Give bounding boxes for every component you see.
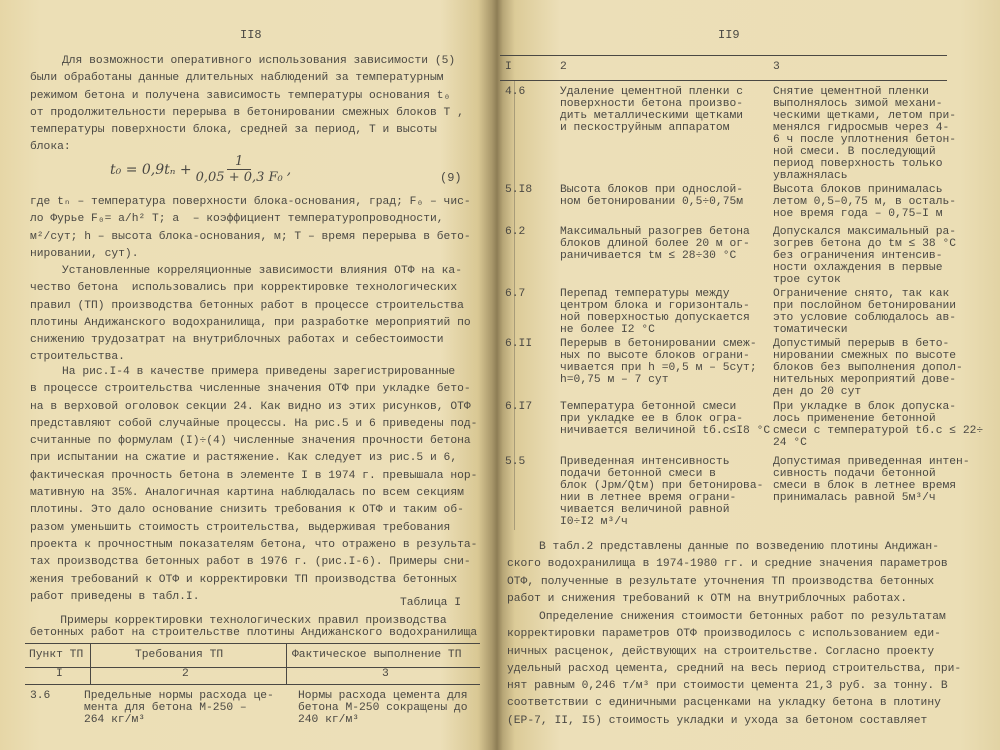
text-line: центром блока и горизонталь- — [560, 300, 750, 312]
row-requirement — [84, 690, 274, 726]
text-line: томатически — [773, 324, 848, 336]
equation-number: (9) — [440, 171, 462, 185]
paragraph — [30, 364, 477, 606]
text-line: где tₙ – температура поверхности блока-основания, град; F₀ – чис- — [30, 196, 471, 208]
text-line: нировании смежных по высоте — [773, 350, 957, 362]
text-line: Удаление цементной пленки с — [560, 86, 744, 98]
text-line: Допустимая приведенная интен- — [773, 456, 970, 468]
text-line: строительства. — [30, 351, 125, 364]
text-line: на в верховой оголовок секции 24. Как видно из этих рисунков, ОТФ — [30, 400, 471, 413]
text-line: подачи бетонной смеси в — [560, 468, 716, 480]
text-line: и пескоструйным аппаратом — [560, 122, 730, 134]
column-number: I — [56, 668, 63, 680]
column-number: 2 — [182, 668, 189, 680]
text-line: мативную на 35%. Аналогичная картина наблюдалась по всем секциям — [30, 487, 464, 500]
row-actual — [298, 690, 467, 726]
row-id: 6.II — [505, 338, 533, 350]
text-line: бетонных работ на строительстве плотины Андижанского водохранилища — [29, 627, 478, 639]
text-line: Допускался максимальный ра- — [773, 226, 957, 238]
table-divider — [90, 643, 91, 684]
text-line: Перепад температуры между — [560, 288, 730, 300]
text-line: нии в летнее время ограни- — [560, 492, 737, 504]
text-line: при укладке ее в блок огра- — [560, 413, 744, 425]
text-line: Допустимый перерыв в бето- — [773, 338, 950, 350]
table-rule — [25, 667, 480, 668]
row-id: 5.I8 — [505, 184, 533, 196]
text-line: Высота блоков при однослой- — [560, 184, 744, 196]
row-id: 3.6 — [30, 690, 51, 702]
row-actual — [773, 456, 970, 504]
text-line: режимом бетона и получена зависимость температуры основания t₀ — [30, 89, 451, 102]
row-requirement — [560, 86, 743, 134]
text-line: блок (Jрм/Qtм) при бетонирова- — [560, 480, 764, 492]
text-line: трое суток — [773, 274, 841, 286]
table-rule — [500, 55, 947, 56]
formula-legend — [30, 194, 471, 263]
text-line: блока: — [30, 141, 71, 154]
row-actual — [773, 401, 983, 449]
row-id: 4.6 — [505, 86, 526, 98]
text-line: жения требований к ОТФ и корректировки ТП производства бетонных — [30, 573, 458, 586]
text-line: ского водохранилища в 1974-1980 гг. и средние значения параметров — [507, 558, 948, 571]
text-line: были обработаны данные длительных наблюдений за температурным — [30, 72, 444, 85]
text-line: 24 °С — [773, 437, 807, 449]
column-number: 3 — [773, 61, 780, 73]
text-line: блоков без выполнения допол- — [773, 362, 963, 374]
row-id: 6.I7 — [505, 401, 533, 413]
row-actual — [773, 86, 956, 182]
text-line: чивается величиной равной — [560, 504, 730, 516]
text-line: представляют собой случайные процессы. На рис.5 и 6 приведены под- — [30, 417, 478, 430]
row-requirement — [560, 338, 757, 386]
text-line: при испытании на сжатие и растяжение. Как следует из рис.5 и 6, — [30, 452, 458, 465]
row-actual — [773, 184, 956, 220]
text-line: лось применение бетонной — [773, 413, 936, 425]
text-line: смеси в блок в летнее время — [773, 480, 957, 492]
text-line: 264 кг/м³ — [84, 714, 146, 726]
text-line: проекта к прочностным показателям бетона, что отражено в результа- — [30, 538, 478, 551]
table-header: Требования ТП — [135, 649, 224, 661]
formula-tail: , — [286, 162, 292, 178]
text-line: Снятие цементной пленки — [773, 86, 929, 98]
text-line: период поверхность только — [773, 158, 943, 170]
text-line: h=0,75 м – 7 сут — [560, 374, 669, 386]
text-line: считанные по формулам (I)÷(4) численные значения прочности бетона — [30, 435, 471, 448]
text-line: от продолжительности перерыва в бетонировании смежных блоков T , — [30, 106, 464, 119]
text-line: это условие соблюдалось ав- — [773, 312, 957, 324]
text-line: без ограничения интенсив- — [773, 250, 943, 262]
text-line: ческими щетками, летом при- — [773, 110, 957, 122]
text-line: бетона М-250 сокращены до — [298, 702, 468, 714]
text-line: I0÷I2 м³/ч — [560, 516, 628, 528]
text-line: 240 кг/м³ — [298, 714, 360, 726]
text-line: плотины Андижанского водохранилища, при разработке мероприятий по — [30, 316, 471, 329]
text-line: в процессе строительства численные значения ОТФ при укладке бето- — [30, 383, 471, 396]
text-line: смеси с температурой tб.с ≤ 22÷ — [773, 425, 984, 437]
text-line: летом 0,5–0,75 м, в осталь- — [773, 196, 957, 208]
row-requirement — [560, 401, 770, 437]
paragraph — [30, 53, 464, 157]
text-line: 6 ч после уплотнения бетон- — [773, 134, 957, 146]
text-line: работ и снижения требований к ОТМ на внутриблочных работах. — [507, 592, 907, 605]
formula-lhs: t₀ = 0,9tₙ + — [110, 162, 192, 178]
text-line: На рис.I-4 в качестве примера приведены зарегистрированные — [62, 366, 456, 378]
text-line: сивность подачи бетонной — [773, 468, 936, 480]
text-line: плотины. Это дало основание снизить требования к ОТФ и таким об- — [30, 504, 464, 517]
text-line: разом уменьшить стоимость строительства, выдерживая требования — [30, 521, 451, 534]
text-line: Приведенная интенсивность — [560, 456, 730, 468]
table-rule — [25, 684, 480, 685]
row-requirement — [560, 184, 743, 208]
page-number: II8 — [240, 28, 262, 42]
text-line: чество бетона использовались при корректировке технологических — [30, 282, 458, 295]
paragraph — [30, 263, 471, 367]
formula-numerator: 1 — [227, 154, 251, 170]
text-line: снижению трудозатрат на внутриблочных работах и себестоимости — [30, 334, 444, 347]
text-line: Максимальный разогрев бетона — [560, 226, 750, 238]
formula-denominator: 0,05 + 0,3 F₀ — [195, 170, 283, 185]
row-requirement — [560, 226, 750, 262]
text-line: ничных расценок, действующих на строительстве. Согласно проекту — [507, 645, 935, 658]
formula — [110, 154, 291, 186]
text-line: менялся гидросмыв через 4- — [773, 122, 950, 134]
text-line: мента для бетона М-250 – — [84, 702, 247, 714]
text-line: При укладке в блок допуска- — [773, 401, 957, 413]
text-line: раничивается tм ≤ 28÷30 °С — [560, 250, 737, 262]
row-actual — [773, 338, 963, 398]
formula-fraction — [196, 154, 283, 186]
text-line: Для возможности оперативного использования зависимости (5) — [62, 55, 456, 67]
text-line: температуры поверхности блока, средней за период, T и высоты — [30, 124, 437, 137]
text-line: Температура бетонной смеси — [560, 401, 737, 413]
text-line: (ЕР-7, II, I5) стоимость укладки и ухода за бетоном составляет — [507, 714, 928, 727]
text-line: правил (ТП) производства бетонных работ в процессе строительства — [30, 299, 464, 312]
paragraph — [507, 539, 948, 608]
text-line: нят равным 0,246 т/м³ при стоимости цемента 21,3 руб. за тонну. В — [507, 680, 948, 693]
paragraph — [507, 609, 961, 730]
text-line: ности охлаждения в первые — [773, 262, 943, 274]
text-line: Установленные корреляционные зависимости влияния ОТФ на ка- — [62, 265, 462, 277]
text-line: ное время года – 0,75–I м — [773, 208, 943, 220]
text-line: Примеры корректировки технологических правил производства — [60, 615, 447, 627]
text-line: дить металлическими щетками — [560, 110, 744, 122]
text-line: принималась равной 5м³/ч — [773, 492, 936, 504]
text-line: ной смеси. В последующий — [773, 146, 936, 158]
text-line: тах производства бетонных работ в 1976 г. (рис.I-6). Примеры сни- — [30, 556, 471, 569]
text-line: чивается при h =0,5 м – 5сут; — [560, 362, 757, 374]
page-number: II9 — [718, 28, 740, 42]
text-line: Высота блоков принималась — [773, 184, 943, 196]
text-line: Перерыв в бетонировании смеж- — [560, 338, 757, 350]
column-number: 2 — [560, 61, 567, 73]
column-number: 3 — [382, 668, 389, 680]
text-line: Предельные нормы расхода це- — [84, 690, 274, 702]
text-line: поверхности бетона произво- — [560, 98, 744, 110]
row-id: 6.2 — [505, 226, 526, 238]
row-requirement — [560, 456, 763, 528]
text-line: ден до 20 сут — [773, 386, 862, 398]
text-line: Ограничение снято, так как — [773, 288, 950, 300]
text-line: ОТФ, полученные в результате уточнения ТП производства бетонных — [507, 575, 935, 588]
text-line: при послойном бетонировании — [773, 300, 957, 312]
text-line: не более I2 °С — [560, 324, 655, 336]
text-line: нительных мероприятий дове- — [773, 374, 957, 386]
text-line: Нормы расхода цемента для — [298, 690, 468, 702]
table-label: Таблица I — [400, 597, 462, 609]
text-line: фактическая прочность бетона в элементе I в 1974 г. превышала нор- — [30, 469, 478, 482]
table-divider — [286, 643, 287, 684]
text-line: соответствии с единичными расценками на укладку бетона в плотину — [507, 697, 941, 710]
text-line: нировании, сут). — [30, 247, 139, 260]
row-id: 6.7 — [505, 288, 526, 300]
text-line: ничивается величиной tб.с≤I8 °С — [560, 425, 771, 437]
text-line: работ приведены в табл.I. — [30, 590, 200, 603]
text-line: В табл.2 представлены данные по возведению плотины Андижан- — [539, 541, 939, 553]
text-line: увлажнялась — [773, 170, 848, 182]
row-id: 5.5 — [505, 456, 526, 468]
text-line: ных по высоте блоков ограни- — [560, 350, 750, 362]
row-actual — [773, 288, 956, 336]
text-line: ло Фурье F₀= a/h² T; a – коэффициент температуропроводности, — [30, 213, 444, 226]
row-requirement — [560, 288, 750, 336]
table-rule — [25, 643, 480, 644]
row-actual — [773, 226, 956, 286]
text-line: зогрев бетона до tм ≤ 38 °С — [773, 238, 957, 250]
text-line: Определение снижения стоимости бетонных работ по результатам — [539, 611, 946, 623]
table-title — [26, 615, 481, 639]
text-line: ной поверхностью допускается — [560, 312, 750, 324]
text-line: корректировки параметров ОТФ производилось с использованием еди- — [507, 628, 941, 641]
table-header: Пункт ТП — [29, 649, 84, 661]
text-line: выполнялось зимой механи- — [773, 98, 943, 110]
text-line: ном бетонировании 0,5÷0,75м — [560, 196, 744, 208]
table-rule — [500, 80, 947, 81]
text-line: м²/сут; h – высота блока-основания, м; T – время перерыва в бето- — [30, 230, 471, 243]
text-line: блоков длиной более 20 м ог- — [560, 238, 750, 250]
column-number: I — [505, 61, 512, 73]
table-header: Фактическое выполнение ТП — [292, 649, 462, 661]
text-line: удельный расход цемента, средний на весь период строительства, при- — [507, 662, 962, 675]
